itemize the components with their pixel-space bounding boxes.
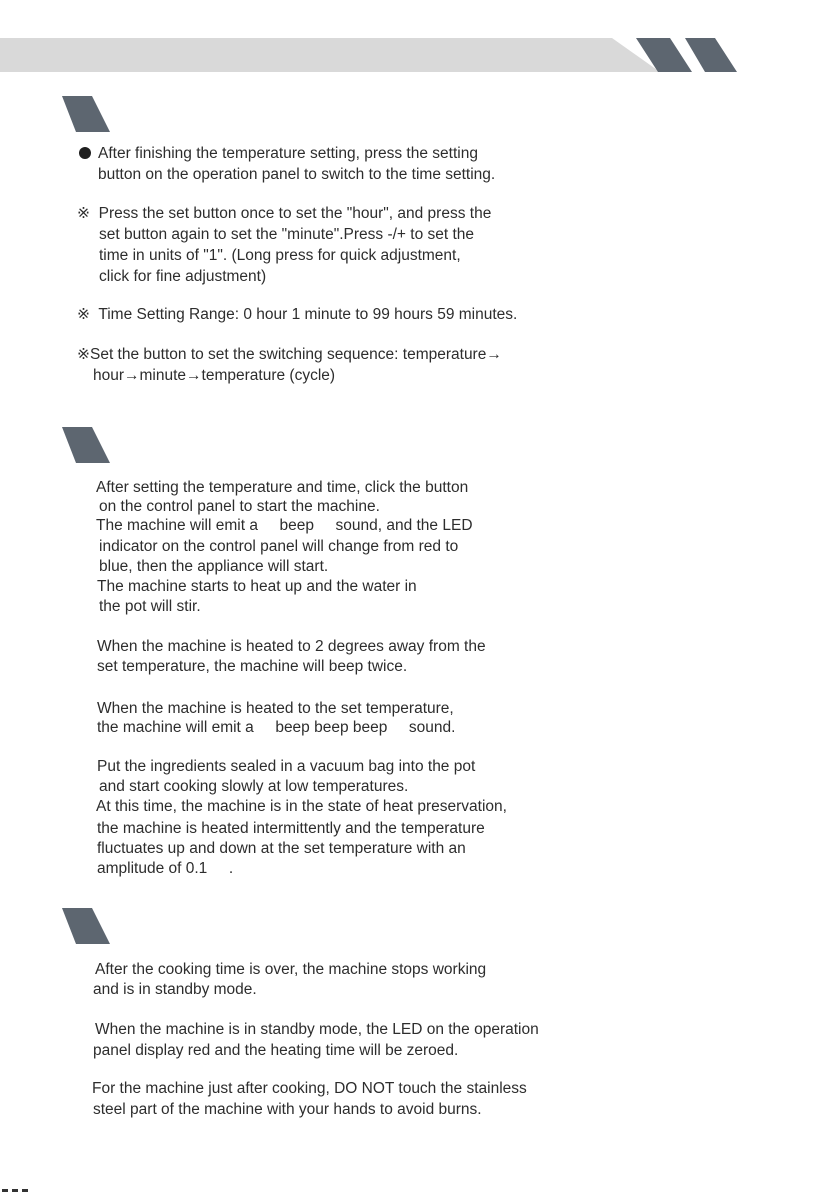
text-line: set button again to set the "minute".Press -/+ to set the	[99, 226, 475, 243]
text-line: The machine will emit a beep sound, and the LED	[96, 517, 473, 534]
text-line: After setting the temperature and time, click the button	[96, 479, 469, 496]
text-line: blue, then the appliance will start.	[99, 558, 329, 575]
header-bar	[0, 38, 660, 72]
note-line: ※ Time Setting Range: 0 hour 1 minute to 99 hours 59 minutes.	[77, 306, 518, 323]
text-line: The machine starts to heat up and the water in	[97, 578, 417, 595]
text-line: When the machine is in standby mode, the LED on the operation	[95, 1021, 539, 1038]
note-line: ※Set the button to set the switching sequence: temperature→	[77, 346, 502, 363]
text-line: and start cooking slowly at low temperatures.	[99, 778, 409, 795]
text-line: indicator on the control panel will change from red to	[99, 538, 459, 555]
text-line: hour→minute→temperature (cycle)	[93, 367, 336, 384]
header-decoration-mark	[685, 38, 741, 72]
text-line: on the control panel to start the machine.	[99, 498, 380, 515]
text-line: Put the ingredients sealed in a vacuum bag into the pot	[97, 758, 476, 775]
text-line: and is in standby mode.	[93, 981, 257, 998]
text-line: When the machine is heated to 2 degrees away from the	[97, 638, 486, 655]
page-edge-fragment	[0, 1186, 34, 1192]
bullet-icon	[79, 147, 91, 159]
text-line: steel part of the machine with your hands to avoid burns.	[93, 1101, 482, 1118]
text-line: panel display red and the heating time will be zeroed.	[93, 1042, 459, 1059]
text-line: amplitude of 0.1 .	[97, 860, 234, 877]
text-line: set temperature, the machine will beep twice.	[97, 658, 408, 675]
text-line: fluctuates up and down at the set temperature with an	[97, 840, 466, 857]
section-marker-icon	[62, 427, 110, 463]
text-line: the machine is heated intermittently and the temperature	[97, 820, 485, 837]
note-line: ※ Press the set button once to set the "hour", and press the	[77, 205, 492, 222]
text-line: button on the operation panel to switch to the time setting.	[98, 166, 496, 183]
text-line: click for fine adjustment)	[99, 268, 267, 285]
text-line: When the machine is heated to the set temperature,	[97, 700, 454, 717]
text-line: After the cooking time is over, the machine stops working	[95, 961, 487, 978]
section-marker-icon	[62, 908, 110, 944]
text-line: time in units of "1". (Long press for quick adjustment,	[99, 247, 461, 264]
section-marker-icon	[62, 96, 110, 132]
text-line: At this time, the machine is in the state of heat preservation,	[96, 798, 507, 815]
text-line: After finishing the temperature setting, press the setting	[98, 145, 478, 162]
text-line: For the machine just after cooking, DO NOT touch the stainless	[92, 1080, 527, 1097]
text-line: the machine will emit a beep beep beep sound.	[97, 719, 456, 736]
text-line: the pot will stir.	[99, 598, 201, 615]
